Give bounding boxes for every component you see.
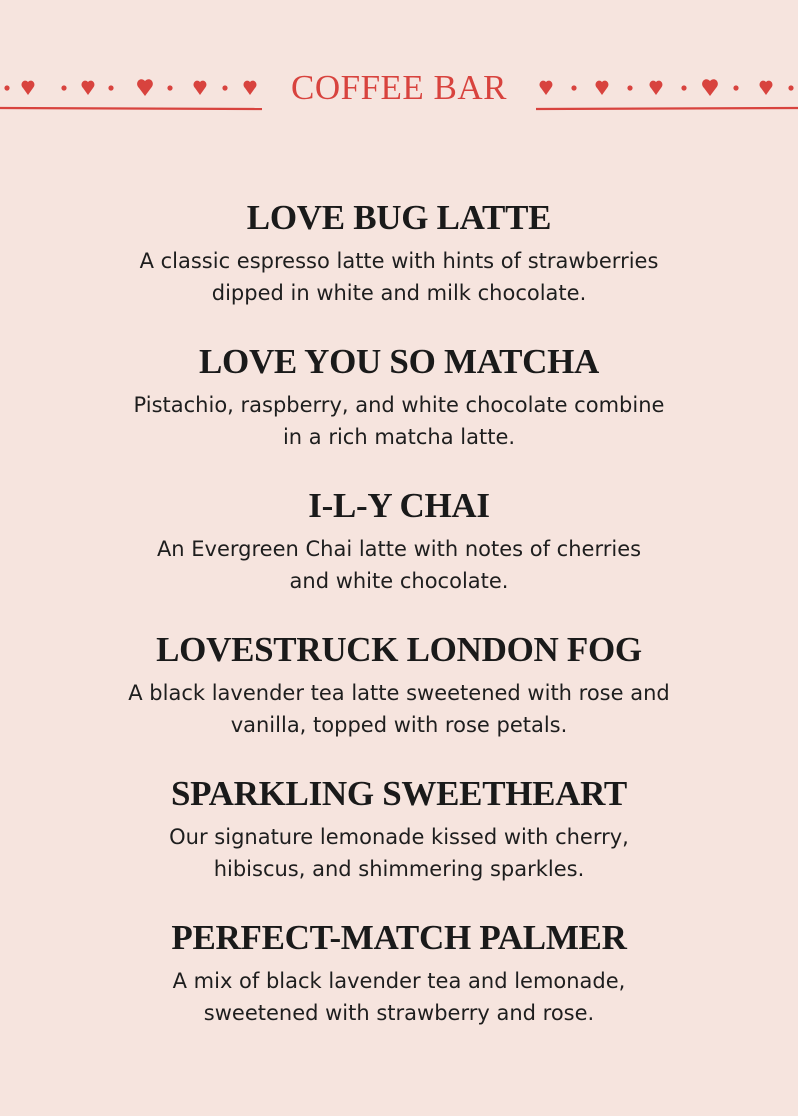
menu-list	[0, 196, 798, 1029]
menu-item-title: PERFECT-MATCH PALMER	[171, 918, 627, 957]
menu-item	[0, 196, 798, 309]
heart-icon	[137, 79, 153, 96]
menu-item-title: SPARKLING SWEETHEART	[171, 774, 627, 813]
menu-item	[0, 484, 798, 597]
heart-icon	[22, 81, 35, 95]
heart-icon	[702, 79, 718, 96]
menu-item-description: Pistachio, raspberry, and white chocolate combine in a rich matcha latte.	[133, 393, 665, 449]
heart-icon	[760, 81, 773, 95]
menu-item-title: LOVE BUG LATTE	[246, 198, 552, 237]
heart-icon	[194, 81, 207, 95]
menu-item-title: I-L-Y CHAI	[308, 486, 490, 525]
menu-item-description: An Evergreen Chai latte with notes of cherries and white chocolate.	[156, 537, 642, 593]
menu-item-description: Our signature lemonade kissed with cherry, hibiscus, and shimmering sparkles.	[169, 825, 629, 881]
section-title: COFFEE BAR	[290, 68, 508, 107]
menu-item	[0, 916, 798, 1029]
menu-item-title: LOVE YOU SO MATCHA	[198, 342, 600, 381]
heart-garland-right	[536, 62, 798, 112]
menu-item	[0, 340, 798, 453]
heart-icon	[540, 81, 553, 95]
menu-item-description: A black lavender tea latte sweetened with rose and vanilla, topped with rose petals.	[128, 681, 670, 737]
heart-icon	[596, 81, 609, 95]
heart-icon	[82, 81, 95, 95]
menu-item-description: A classic espresso latte with hints of strawberries dipped in white and milk chocolate.	[139, 249, 659, 305]
menu-header	[0, 62, 798, 118]
menu-item	[0, 628, 798, 741]
menu-item	[0, 772, 798, 885]
menu-item-title: LOVESTRUCK LONDON FOG	[156, 630, 642, 669]
menu-item-description: A mix of black lavender tea and lemonade, sweetened with strawberry and rose.	[172, 969, 626, 1025]
heart-icon	[650, 81, 663, 95]
heart-icon	[244, 81, 257, 95]
heart-garland-left	[0, 62, 262, 112]
